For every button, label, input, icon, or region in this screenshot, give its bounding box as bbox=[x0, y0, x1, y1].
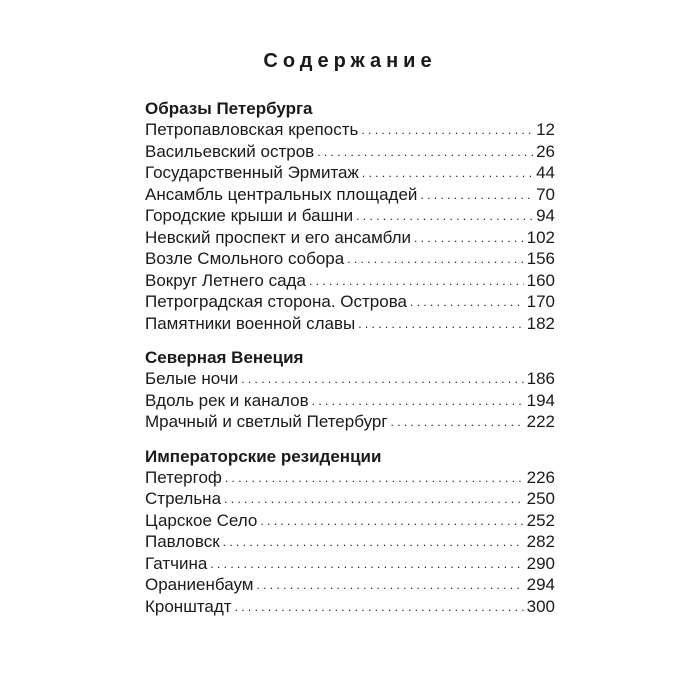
entry-page-number: 252 bbox=[526, 510, 555, 530]
entry-page-number: 194 bbox=[526, 390, 555, 410]
toc-entry bbox=[145, 185, 555, 207]
entry-title: Государственный Эрмитаж bbox=[145, 163, 359, 182]
section-heading: Императорские резиденции bbox=[145, 446, 382, 466]
dot-leader bbox=[347, 248, 523, 270]
entry-page-number: 186 bbox=[526, 369, 555, 388]
entry-title: Мрачный и светлый Петербург bbox=[145, 412, 388, 431]
entry-title: Кронштадт bbox=[145, 596, 232, 616]
entry-title: Петергоф bbox=[145, 467, 222, 487]
entry-page-number: 94 bbox=[536, 206, 555, 225]
entry-page-number: 102 bbox=[526, 227, 555, 247]
table-of-contents bbox=[145, 98, 555, 630]
entry-title: Павловск bbox=[145, 532, 220, 551]
dot-leader bbox=[256, 574, 523, 596]
entry-title: Памятники военной славы bbox=[145, 313, 356, 333]
entry-title: Царское Село bbox=[145, 510, 258, 530]
toc-entry bbox=[145, 575, 555, 597]
toc-section bbox=[145, 98, 555, 335]
dot-leader bbox=[309, 270, 524, 292]
entry-page-number: 222 bbox=[526, 412, 555, 431]
toc-entry bbox=[145, 292, 555, 314]
dot-leader bbox=[260, 510, 523, 532]
entry-title: Невский проспект и его ансамбли bbox=[145, 227, 411, 247]
page-title: Содержание bbox=[263, 50, 437, 72]
entry-title: Стрельна bbox=[145, 489, 222, 508]
dot-leader bbox=[224, 488, 524, 510]
entry-page-number: 282 bbox=[526, 532, 555, 551]
entry-title: Гатчина bbox=[145, 553, 208, 573]
entry-page-number: 70 bbox=[536, 184, 555, 204]
entry-page-number: 12 bbox=[536, 120, 555, 139]
toc-entry bbox=[145, 249, 555, 271]
toc-entry bbox=[145, 532, 555, 554]
dot-leader bbox=[358, 313, 523, 335]
entry-page-number: 44 bbox=[536, 163, 555, 182]
toc-entry bbox=[145, 489, 555, 511]
toc-entry bbox=[145, 511, 555, 533]
toc-entry bbox=[145, 369, 555, 391]
dot-leader bbox=[420, 184, 533, 206]
toc-entry bbox=[145, 120, 555, 142]
entry-title: Васильевский остров bbox=[145, 141, 315, 161]
entry-page-number: 226 bbox=[526, 467, 555, 487]
dot-leader bbox=[356, 205, 533, 227]
entry-page-number: 160 bbox=[526, 270, 555, 290]
entry-page-number: 182 bbox=[526, 313, 555, 333]
dot-leader bbox=[312, 390, 524, 412]
entry-page-number: 294 bbox=[526, 575, 555, 594]
entry-page-number: 170 bbox=[526, 292, 555, 311]
toc-entry bbox=[145, 142, 555, 164]
section-heading: Северная Венеция bbox=[145, 348, 304, 367]
entry-title: Вокруг Летнего сада bbox=[145, 270, 306, 290]
entry-title: Петропавловская крепость bbox=[145, 120, 359, 139]
entry-title: Городские крыши и башни bbox=[145, 206, 354, 225]
dot-leader bbox=[362, 162, 533, 184]
toc-entry bbox=[145, 206, 555, 228]
dot-leader bbox=[225, 467, 524, 489]
dot-leader bbox=[410, 291, 524, 313]
toc-entry bbox=[145, 271, 555, 293]
dot-leader bbox=[210, 553, 523, 575]
dot-leader bbox=[414, 227, 524, 249]
entry-title: Ансамбль центральных площадей bbox=[145, 184, 418, 204]
dot-leader bbox=[391, 411, 524, 433]
toc-entry bbox=[145, 468, 555, 490]
entry-title: Ораниенбаум bbox=[145, 575, 254, 594]
entry-page-number: 156 bbox=[526, 249, 555, 268]
entry-title: Петроградская сторона. Острова bbox=[145, 292, 407, 311]
toc-entry bbox=[145, 163, 555, 185]
toc-section bbox=[145, 446, 555, 619]
entry-title: Возле Смольного собора bbox=[145, 249, 345, 268]
toc-entry bbox=[145, 412, 555, 434]
entry-title: Белые ночи bbox=[145, 369, 239, 388]
dot-leader bbox=[317, 141, 533, 163]
toc-entry bbox=[145, 597, 555, 619]
entry-page-number: 250 bbox=[526, 489, 555, 508]
entry-title: Вдоль рек и каналов bbox=[145, 390, 309, 410]
dot-leader bbox=[223, 531, 524, 553]
dot-leader bbox=[235, 596, 524, 618]
toc-entry bbox=[145, 554, 555, 576]
entry-page-number: 300 bbox=[526, 596, 555, 616]
toc-entry bbox=[145, 228, 555, 250]
dot-leader bbox=[241, 368, 523, 390]
dot-leader bbox=[361, 119, 533, 141]
toc-entry bbox=[145, 391, 555, 413]
toc-entry bbox=[145, 314, 555, 336]
section-heading: Образы Петербурга bbox=[145, 99, 313, 118]
toc-section bbox=[145, 347, 555, 434]
entry-page-number: 290 bbox=[526, 553, 555, 573]
entry-page-number: 26 bbox=[536, 141, 555, 161]
